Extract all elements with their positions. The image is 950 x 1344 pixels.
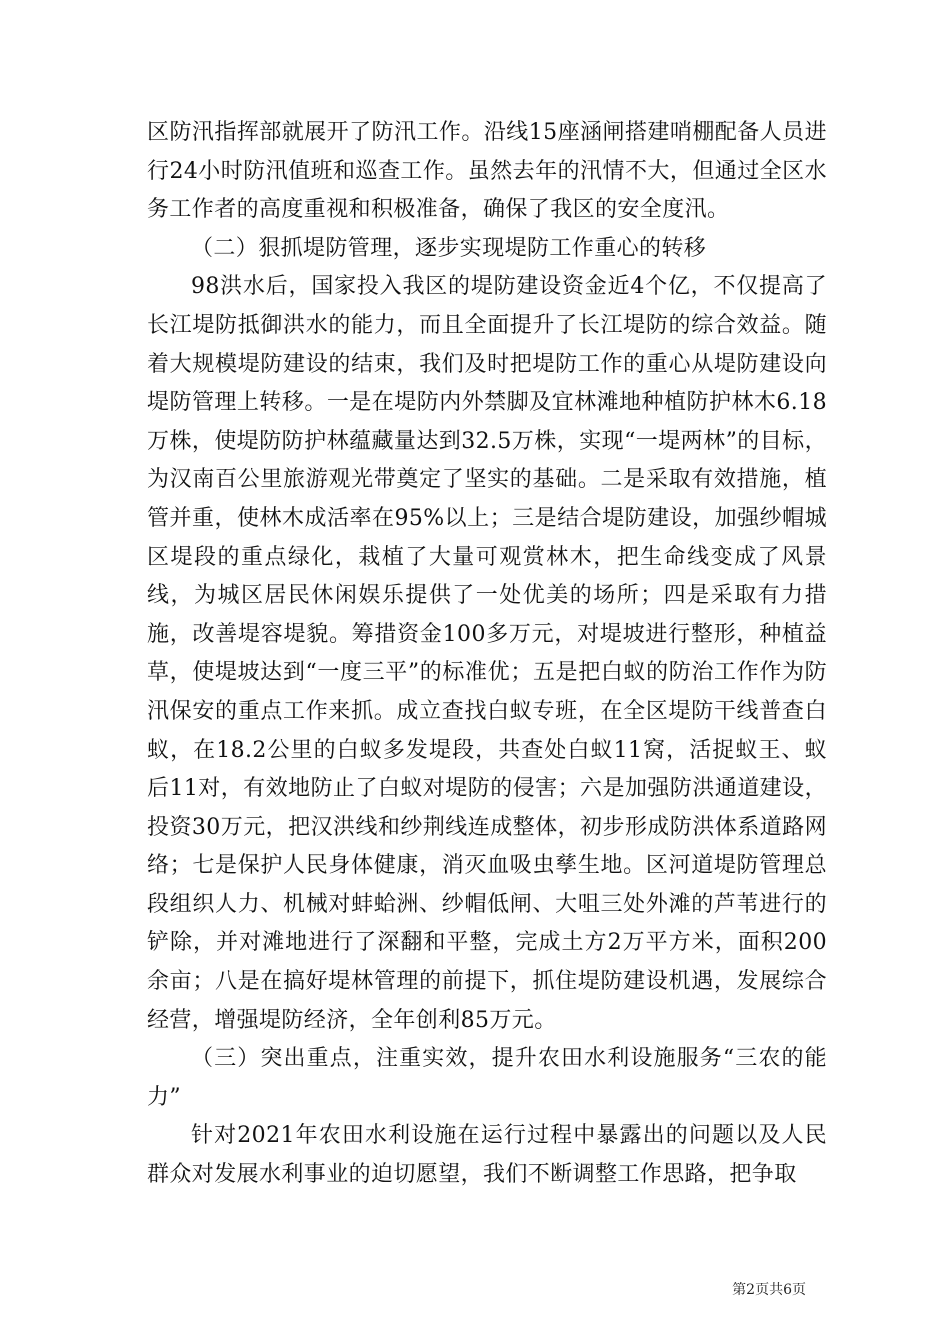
body-text bbox=[147, 114, 827, 1195]
section-heading-2: （二）狠抓堤防管理，逐步实现堤防工作重心的转移 bbox=[191, 235, 707, 261]
paragraph-irrigation: 针对2021年农田水利设施在运行过程中暴露出的问题以及人民群众对发展水利事业的迫切愿望，我们不断调整工作思路，把争取 bbox=[147, 1123, 827, 1188]
section-heading-3: （三）突出重点，注重实效，提升农田水利设施服务“三农的能力” bbox=[147, 1046, 827, 1110]
paragraph-embankment-management: 98洪水后，国家投入我区的堤防建设资金近4个亿，不仅提高了长江堤防抵御洪水的能力，而且全面提升了长江堤防的综合效益。随着大规模堤防建设的结束，我们及时把堤防工作的重心从堤防建设向堤防管理上转移。一是在堤防内外禁脚及宜林滩地种植防护林木6.18万株，使堤防防护林蕴藏量达到32.5万株，实现“一堤两林”的目标，为汉南百公里旅游观光带奠定了坚实的基础。二是采取有效措施，植管并重，使林木成活率在95%以上；三是结合堤防建设，加强纱帽城区堤段的重点绿化，栽植了大量可观赏林木，把生命线变成了风景线，为城区居民休闲娱乐提供了一处优美的场所；四是采取有力措施，改善堤容堤貌。筹措资金100多万元，对堤坡进行整形，种植益草，使堤坡达到“一度三平”的标准优；五是把白蚁的防治工作作为防汛保安的重点工作来抓。成立查找白蚁专班，在全区堤防干线普查白蚁，在18.2公里的白蚁多发堤段，共查处白蚁11窝，活捉蚁王、蚁后11对，有效地防止了白蚁对堤防的侵害；六是加强防洪通道建设，投资30万元，把汉洪线和纱荆线连成整体，初步形成防洪体系道路网络；七是保护人民身体健康，消灭血吸虫孳生地。区河道堤防管理总段组织人力、机械对蚌蛤洲、纱帽低闸、大咀三处外滩的芦苇进行的铲除，并对滩地进行了深翻和平整，完成土方2万平方米，面积200余亩；八是在搞好堤林管理的前提下，抓住堤防建设机遇，发展综合经营，增强堤防经济，全年创利85万元。 bbox=[147, 274, 827, 1033]
page-number-footer: 第2页共6页 bbox=[732, 1282, 806, 1298]
paragraph-flood-prevention: 区防汛指挥部就展开了防汛工作。沿线15座涵闸搭建哨棚配备人员进行24小时防汛值班和巡查工作。虽然去年的汛情不大，但通过全区水务工作者的高度重视和积极准备，确保了我区的安全度汛。 bbox=[147, 120, 827, 223]
